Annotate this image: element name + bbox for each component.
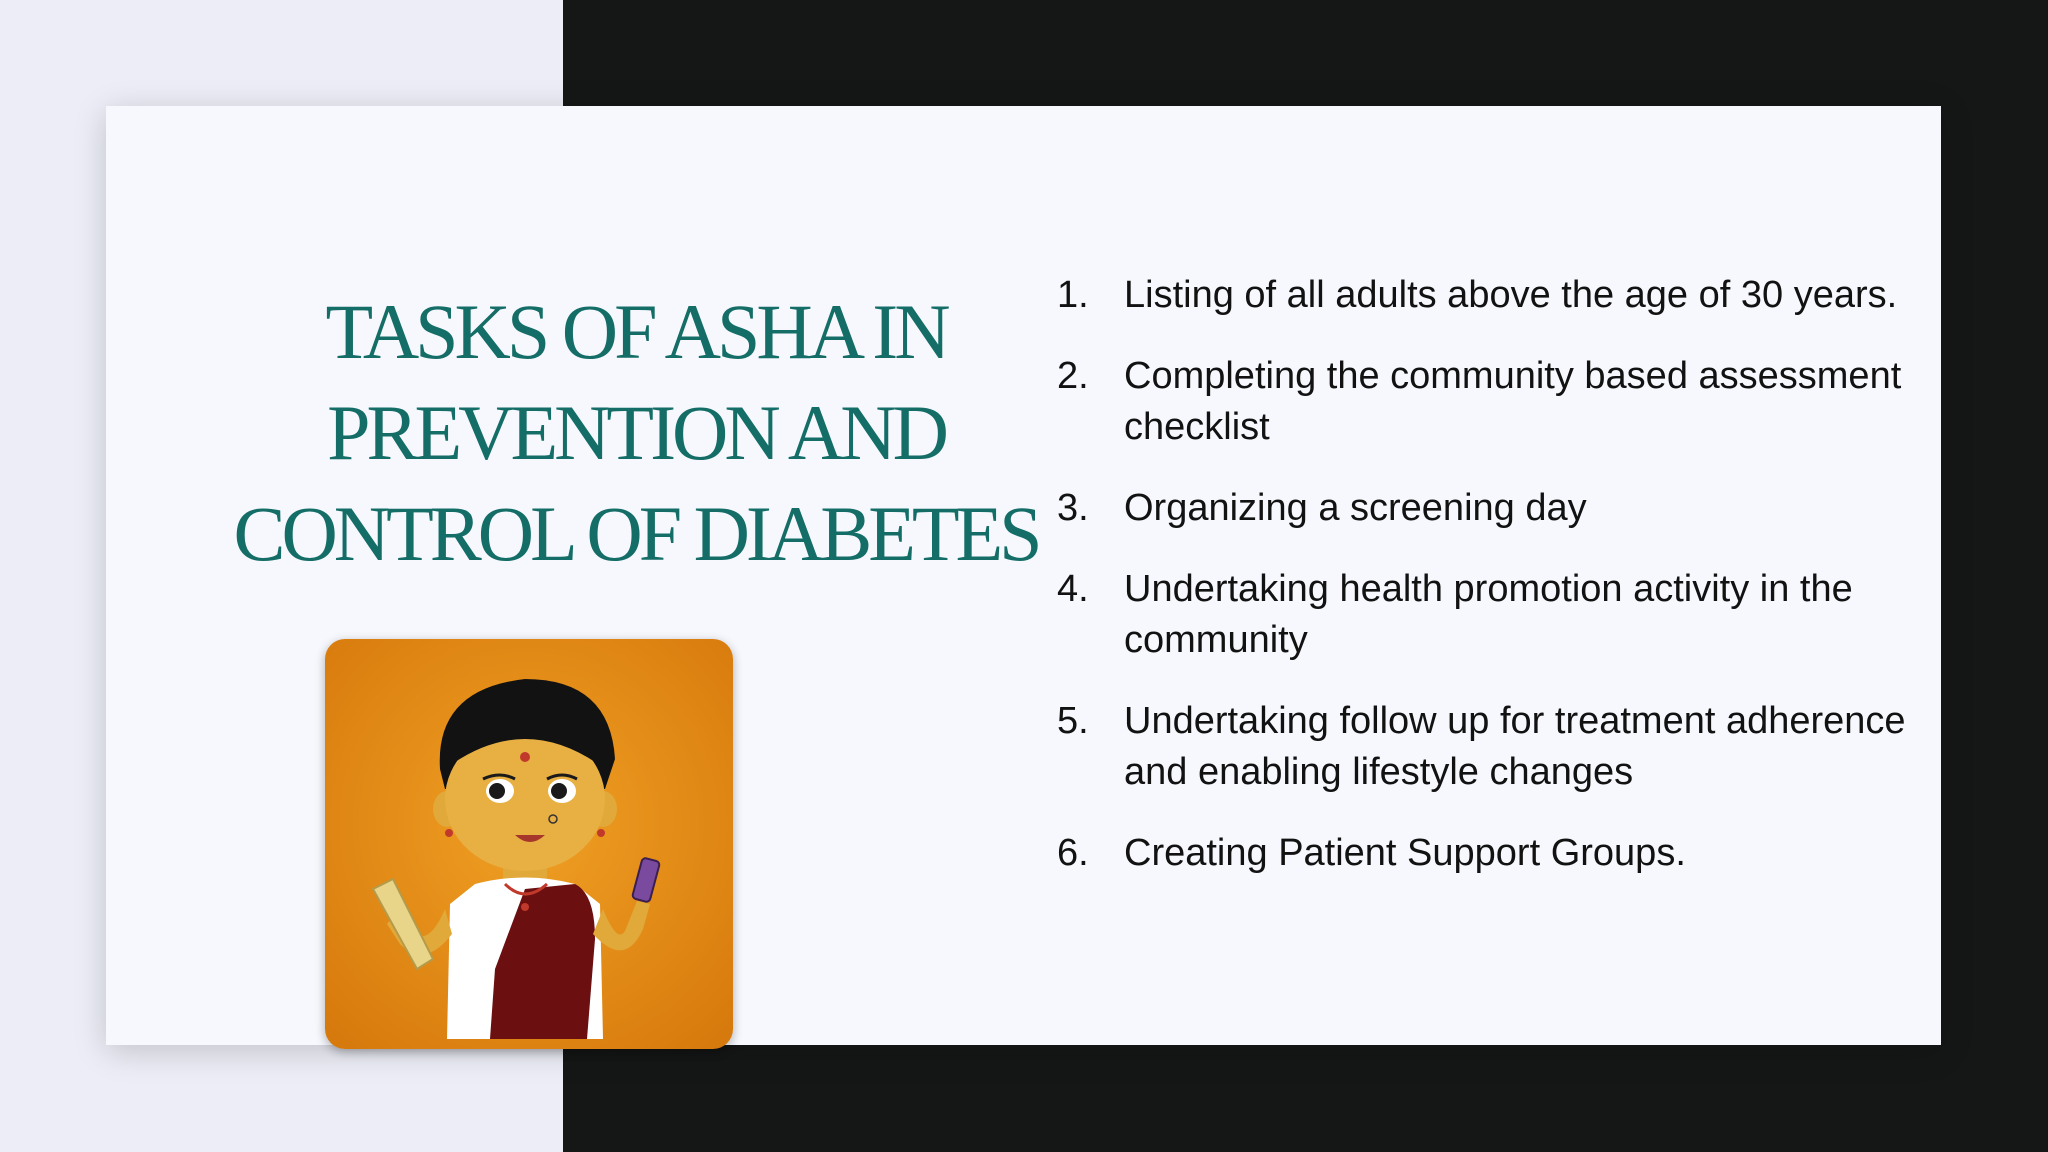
task-list	[1057, 270, 1937, 909]
list-item	[1057, 696, 1937, 798]
list-item	[1057, 351, 1937, 453]
slide-title-line: PREVENTION AND	[327, 389, 945, 476]
list-item-text: Completing the community based assessment checklist	[1124, 355, 1902, 448]
list-item-text: Creating Patient Support Groups.	[1124, 832, 1686, 874]
slide-title-line: TASKS OF ASHA IN	[325, 288, 947, 375]
slide	[106, 106, 1941, 1045]
list-item-number: 6.	[1057, 832, 1089, 874]
list-item	[1057, 270, 1937, 321]
list-item-number: 1.	[1057, 274, 1089, 316]
list-item	[1057, 483, 1937, 534]
list-item	[1057, 564, 1937, 666]
slide-title-line: CONTROL OF DIABETES	[233, 490, 1039, 577]
asha-worker-illustration-icon	[325, 639, 733, 1049]
list-item-number: 5.	[1057, 700, 1089, 742]
list-item-number: 4.	[1057, 568, 1089, 610]
slide-title	[226, 281, 1046, 584]
list-item	[1057, 828, 1937, 879]
list-item-number: 2.	[1057, 355, 1089, 397]
list-item-number: 3.	[1057, 487, 1089, 529]
list-item-text: Organizing a screening day	[1124, 487, 1587, 529]
list-item-text: Listing of all adults above the age of 30 years.	[1124, 274, 1898, 316]
list-item-text: Undertaking health promotion activity in the community	[1124, 568, 1853, 661]
list-item-text: Undertaking follow up for treatment adherence and enabling lifestyle changes	[1124, 700, 1906, 793]
